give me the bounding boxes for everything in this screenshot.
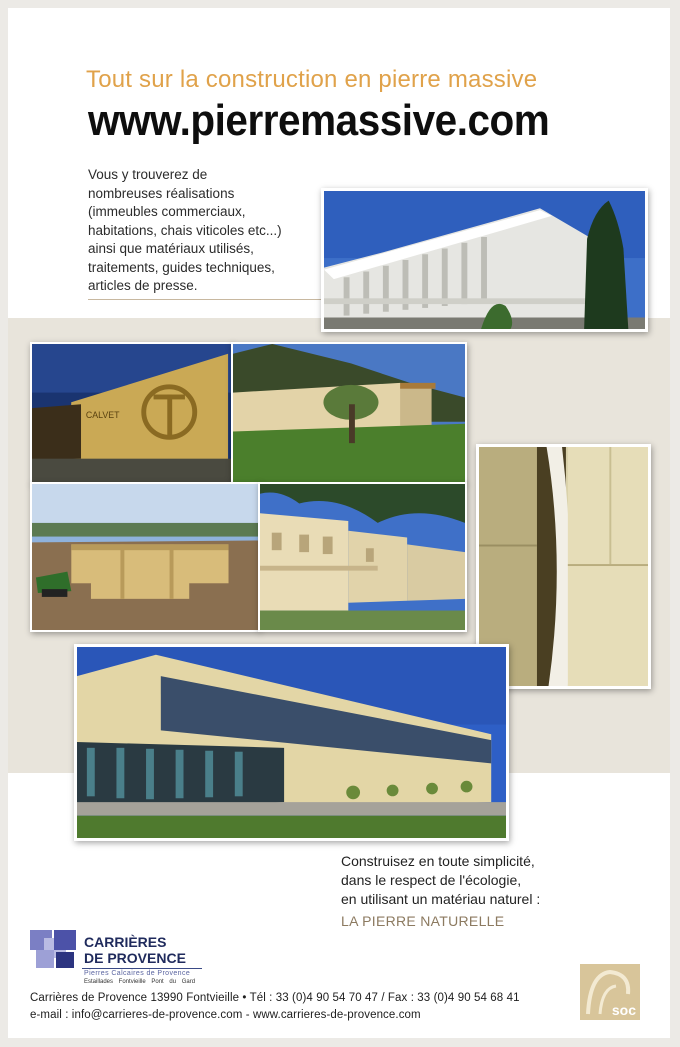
photo-construction-site-image	[32, 484, 258, 630]
footer-contact[interactable]: e-mail : info@carrieres-de-provence.com - www.carrieres-de-provence.com	[30, 1009, 421, 1021]
intro-paragraph	[88, 166, 328, 296]
carrieres-de-provence-logo	[30, 928, 210, 988]
headline-tagline: Tout sur la construction en pierre massive	[86, 66, 538, 93]
logo-places: Estaillades Fontvieille Pont du Gard	[84, 979, 196, 985]
divider	[88, 299, 323, 300]
photo-row-houses	[258, 482, 467, 632]
quality-badge	[580, 964, 640, 1020]
slogan-line: en utilisant un matériau naturel :	[341, 891, 541, 907]
brochure-page	[8, 8, 670, 1038]
calvet-sign-text: CALVET	[85, 409, 120, 420]
photo-modern-building	[321, 188, 648, 332]
photo-hillside-building-image	[233, 344, 465, 482]
photo-calvet-winery-image	[32, 344, 231, 482]
intro-line: articles de presse.	[88, 278, 198, 293]
logo-name-line: CARRIÈRES	[84, 934, 167, 950]
logo-name	[84, 934, 186, 966]
photo-modern-building-image	[324, 191, 645, 329]
logo-tagline: Pierres Calcaires de Provence	[84, 970, 191, 977]
logo-divider	[82, 968, 202, 969]
intro-line: (immeubles commerciaux,	[88, 204, 246, 219]
photo-office-building	[74, 644, 509, 841]
logo-name-line: DE PROVENCE	[84, 950, 186, 966]
intro-line: Vous y trouverez de	[88, 167, 208, 182]
photo-row-houses-image	[260, 484, 465, 630]
photo-calvet-winery	[30, 342, 233, 484]
logo-squares-icon	[30, 930, 80, 970]
website-url-heading[interactable]: www.pierremassive.com	[88, 96, 550, 145]
intro-line: nombreuses réalisations	[88, 185, 235, 201]
slogan-line: dans le respect de l'écologie,	[341, 872, 522, 888]
badge-text: soc	[611, 1002, 636, 1018]
footer-address: Carrières de Provence 13990 Fontvieille • Tél : 33 (0)4 90 54 70 47 / Fax : 33 (0)4 90 54 68 41	[30, 992, 520, 1004]
slogan-accent: LA PIERRE NATURELLE	[341, 913, 505, 929]
photo-construction-site	[30, 482, 260, 632]
intro-line: ainsi que matériaux utilisés,	[88, 241, 254, 256]
slogan-text	[341, 852, 540, 909]
photo-office-building-image	[77, 647, 506, 838]
intro-line: habitations, chais viticoles etc...)	[88, 222, 282, 238]
intro-line: traitements, guides techniques,	[88, 259, 275, 275]
slogan-line: Construisez en toute simplicité,	[341, 853, 535, 869]
photo-hillside-building	[231, 342, 467, 484]
